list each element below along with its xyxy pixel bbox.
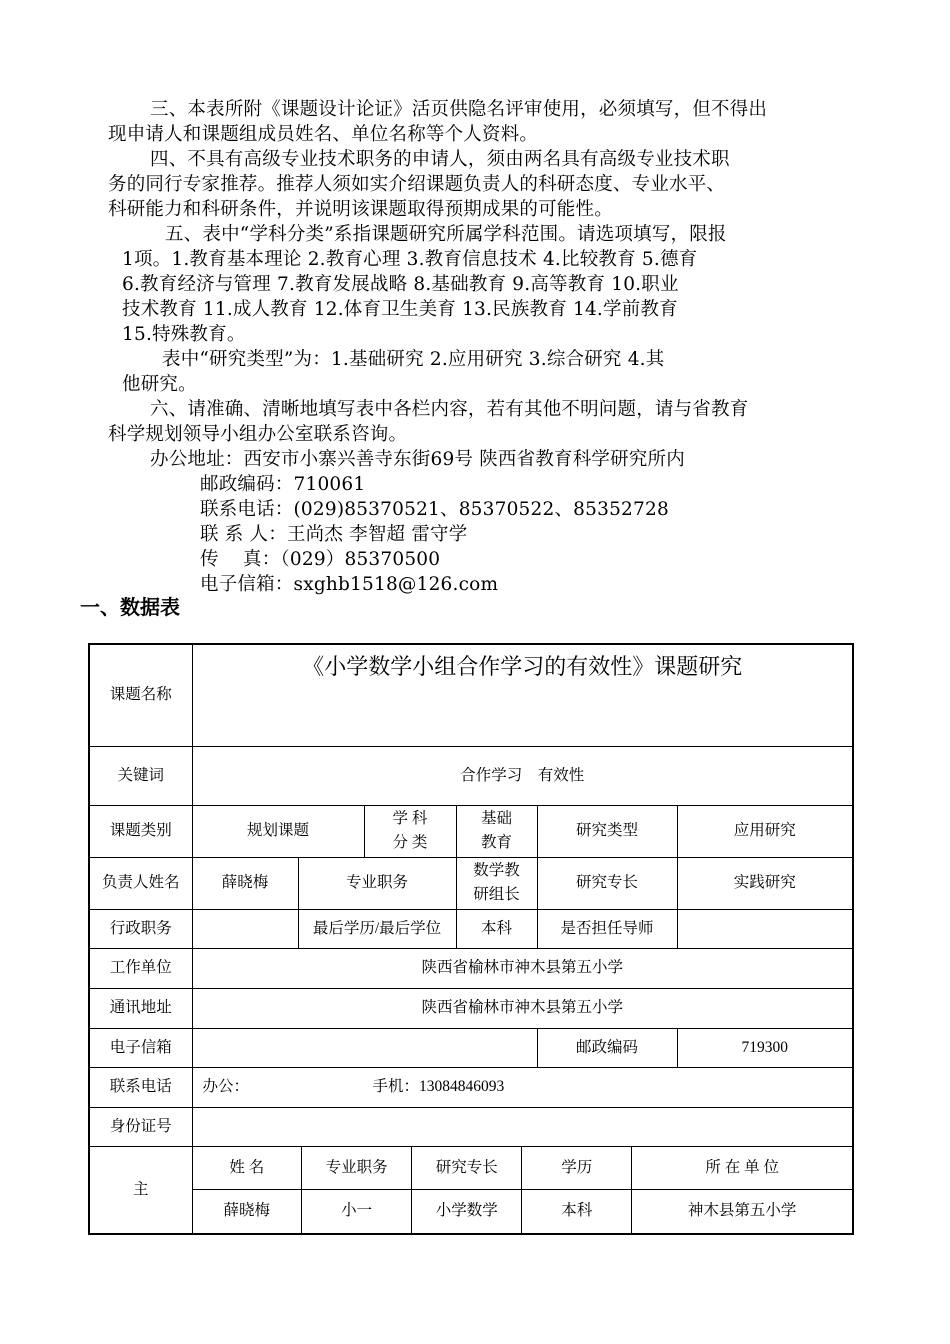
note-5-line-7: 他研究。 [122,374,197,395]
postcode-value: 719300 [677,1028,853,1067]
row-category [89,805,853,857]
member-name: 薛晓梅 [193,1190,302,1233]
members-header-specialty: 研究专长 [412,1147,522,1190]
id-value [192,1107,853,1146]
workplace-value: 陕西省榆林市神木县第五小学 [192,948,853,988]
specialty-value: 实践研究 [677,857,853,909]
subject-label-line-2: 分 类 [392,834,428,851]
address-label: 通讯地址 [89,988,192,1028]
note-3-line-1: 三、本表所附《课题设计论证》活页供隐名评审使用，必须填写，但不得出 [150,99,768,120]
subject-label [364,805,456,857]
row-topic-name [89,644,853,746]
members-cell [192,1146,853,1234]
education-label: 最后学历/最后学位 [298,909,456,948]
title-value [456,857,537,909]
row-email [89,1028,853,1067]
row-admin [89,909,853,948]
subject-label-line-1: 学 科 [392,810,428,827]
specialty-label: 研究专长 [537,857,677,909]
members-header-name: 姓 名 [193,1147,302,1190]
phone-mobile: 手机：13084846093 [372,1078,505,1095]
research-type-label: 研究类型 [537,805,677,857]
row-phone [89,1067,853,1107]
admin-label: 行政职务 [89,909,192,948]
data-table [88,643,854,1235]
contact-person: 联 系 人：王尚杰 李智超 雷守学 [200,524,468,545]
phone-value [192,1067,853,1107]
keywords-value: 合作学习 有效性 [192,746,853,805]
row-id [89,1107,853,1146]
contact-phone: 联系电话：(029)85370521、85370522、85352728 [200,499,669,520]
topic-name-label: 课题名称 [89,644,192,746]
members-header-unit: 所 在 单 位 [632,1147,852,1190]
category-label: 课题类别 [89,805,192,857]
workplace-label: 工作单位 [89,948,192,988]
contact-address: 办公地址：西安市小寨兴善寺东街69号 陕西省教育科学研究所内 [150,449,685,470]
note-5-line-4: 技术教育 11.成人教育 12.体育卫生美育 13.民族教育 14.学前教育 [122,299,678,320]
row-members [89,1146,853,1234]
member-title: 小一 [302,1190,412,1233]
row-keywords [89,746,853,805]
email-value [192,1028,537,1067]
subject-value-line-2: 教育 [480,834,512,851]
leader-value: 薛晓梅 [192,857,298,909]
address-value: 陕西省榆林市神木县第五小学 [192,988,853,1028]
education-value: 本科 [456,909,537,948]
subject-value-line-1: 基础 [480,810,512,827]
note-4-line-3: 科研能力和科研条件，并说明该课题取得预期成果的可能性。 [108,199,613,220]
category-value: 规划课题 [192,805,364,857]
title-value-line-2: 研组长 [473,886,520,903]
note-4-line-2: 务的同行专家推荐。推荐人须如实介绍课题负责人的科研态度、专业水平、 [108,174,726,195]
note-5-line-1: 五、表中“学科分类”系指课题研究所属学科范围。请选项填写，限报 [165,224,727,245]
note-5-line-2: 1项。1.教育基本理论 2.教育心理 3.教育信息技术 4.比较教育 5.德育 [122,249,698,270]
note-5-line-5: 15.特殊教育。 [122,324,246,345]
title-value-line-1: 数学教 [473,862,520,879]
row-address [89,988,853,1028]
subject-value [456,805,537,857]
title-label: 专业职务 [298,857,456,909]
tutor-label: 是否担任导师 [537,909,677,948]
phone-label: 联系电话 [89,1067,192,1107]
note-3-line-2: 现申请人和课题组成员姓名、单位名称等个人资料。 [108,124,539,145]
id-label: 身份证号 [89,1107,192,1146]
members-header-row [193,1147,853,1190]
contact-fax: 传 真：（029）85370500 [200,549,441,570]
contact-postcode: 邮政编码：710061 [200,474,366,495]
members-table [193,1147,853,1233]
row-workplace [89,948,853,988]
admin-value [192,909,298,948]
contact-email: 电子信箱：sxghb1518@126.com [200,574,499,595]
phone-office: 办公： [202,1078,250,1095]
postcode-label: 邮政编码 [537,1028,677,1067]
tutor-value [677,909,853,948]
note-4-line-1: 四、不具有高级专业技术职务的申请人，须由两名具有高级专业技术职 [150,149,730,170]
section-heading: 一、数据表 [80,595,180,619]
research-type-value: 应用研究 [677,805,853,857]
leader-label: 负责人姓名 [89,857,192,909]
members-header-education: 学历 [522,1147,632,1190]
members-header-title: 专业职务 [302,1147,412,1190]
note-6-line-1: 六、请准确、清晰地填写表中各栏内容，若有其他不明问题，请与省教育 [150,399,749,420]
row-leader [89,857,853,909]
member-education: 本科 [522,1190,632,1233]
members-row [193,1190,853,1233]
email-label: 电子信箱 [89,1028,192,1067]
keywords-label: 关键词 [89,746,192,805]
note-5-line-6: 表中“研究类型”为：1.基础研究 2.应用研究 3.综合研究 4.其 [162,349,665,370]
topic-name-value: 《小学数学小组合作学习的有效性》课题研究 [192,644,853,746]
members-label: 主 [89,1146,192,1234]
note-6-line-2: 科学规划领导小组办公室联系咨询。 [108,424,408,445]
member-unit: 神木县第五小学 [632,1190,852,1233]
note-5-line-3: 6.教育经济与管理 7.教育发展战略 8.基础教育 9.高等教育 10.职业 [122,274,679,295]
member-specialty: 小学数学 [412,1190,522,1233]
